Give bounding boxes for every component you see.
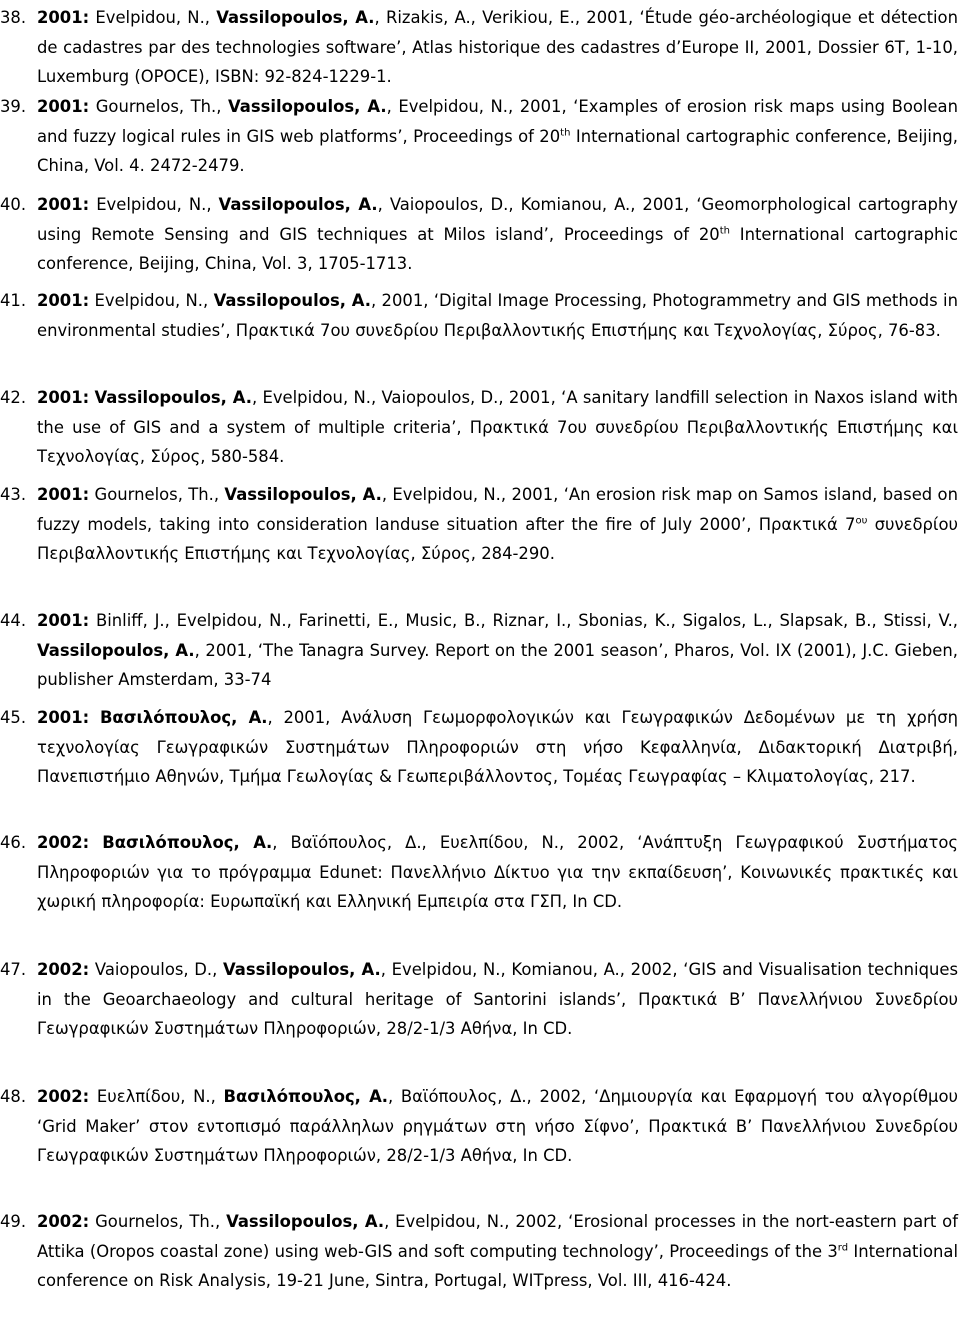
reference-authors-continued: , Vaiopoulos, D., Komianou, A. (377, 195, 631, 214)
reference-number: 46. (0, 833, 27, 852)
reference-number: 43. (0, 485, 27, 504)
reference-year: 2002: (37, 833, 90, 852)
reference-number: 38. (0, 8, 27, 27)
reference-authors-continued: , Evelpidou, N., Vaiopoulos, D. (251, 388, 499, 407)
reference-text (37, 606, 958, 695)
reference-text (37, 92, 958, 181)
highlighted-author: Vassilopoulos, A. (37, 640, 195, 660)
reference-year: 2002: (37, 1087, 90, 1106)
reference-authors: Gournelos, Th., (95, 97, 228, 116)
reference-number: 49. (0, 1212, 27, 1231)
reference-38 (0, 3, 958, 92)
reference-authors-continued: , Evelpidou, N. (384, 1212, 505, 1231)
reference-number: 47. (0, 960, 27, 979)
reference-number: 44. (0, 611, 27, 630)
reference-year: 2001: (37, 8, 90, 27)
highlighted-author: Vassilopoulos, A. (223, 960, 381, 979)
reference-year: 2001: (37, 97, 90, 116)
reference-authors-continued: , Βαϊόπουλος, Δ. (387, 1087, 527, 1106)
reference-citation: , 2002, ‘Erosional processes in the nort-eastern part of Attika (Oropos coastal zone) using web-GIS and soft computing technology’, Proceedings of the 3 (37, 1212, 958, 1261)
reference-text (37, 190, 958, 279)
reference-text (37, 480, 958, 569)
reference-authors: Evelpidou, N., (96, 195, 219, 214)
reference-citation: , 2002, ‘Δημιουργία και Εφαρμογή του αλγορίθμου ‘Grid Maker’ στον εντοπισμό παράλληλων ρηγμάτων στη νήσο Σίφνο’, Πρακτικά Β’ Πανελλήνιου Συνεδρίου Γεωγραφικών Συστημάτων Πληροφοριών, 28/2-1/3 Αθήνα, In CD. (37, 1087, 958, 1165)
superscript: th (719, 225, 730, 237)
reference-number: 42. (0, 388, 27, 407)
reference-citation: , 2001, ‘Geomorphological cartography using Remote Sensing and GIS techniques at Milos island’, Proceedings of 20 (37, 195, 958, 244)
highlighted-author: Βασιλόπουλος, Α. (99, 708, 268, 727)
reference-text (37, 955, 958, 1044)
reference-49 (0, 1207, 958, 1296)
highlighted-author: Βασιλόπουλος, Α. (102, 833, 273, 852)
reference-number: 45. (0, 708, 27, 727)
reference-authors-continued: , Rizakis, A., Verikiou, E. (374, 8, 575, 27)
superscript: rd (837, 1242, 849, 1254)
reference-number: 41. (0, 291, 27, 310)
reference-44 (0, 606, 958, 695)
reference-year: 2002: (37, 960, 90, 979)
reference-48 (0, 1082, 958, 1171)
reference-citation-continued: International cartographic conference, Beijing, China, Vol. 3, 1705-1713. (37, 224, 959, 273)
reference-number: 40. (0, 195, 27, 214)
reference-citation: , 2001, ‘An erosion risk map on Samos island, based on fuzzy models, taking into consideration landuse situation after the fire of July 2000’, Πρακτικά 7 (37, 485, 958, 534)
highlighted-author: Βασιλόπουλος, Α. (223, 1087, 388, 1106)
superscript: th (560, 127, 571, 139)
reference-40 (0, 190, 958, 279)
reference-authors-continued: , Βαϊόπουλος, Δ., Ευελπίδου, Ν. (272, 833, 559, 852)
highlighted-author: Vassilopoulos, A. (226, 1212, 385, 1231)
reference-citation: , 2001, ‘The Tanagra Survey. Report on the 2001 season’, Pharos, Vol. IX (2001), J.C. Gieben, publisher Amsterdam, 33-74 (37, 640, 958, 689)
reference-citation: , 2002, ‘Ανάπτυξη Γεωγραφικού Συστήματος Πληροφοριών για το πρόγραμμα Edunet: Πανελλήνιο Δίκτυο για την εκπαίδευση’, Κοινωνικές πρακτικές και χωρική πληροφορία: Ευρωπαϊκή και Ελληνική Εμπειρία στα ΓΣΠ, In CD. (37, 833, 958, 911)
reference-39 (0, 92, 958, 181)
reference-authors: Ευελπίδου, Ν., (96, 1087, 224, 1106)
highlighted-author: Vassilopoulos, A. (218, 195, 378, 214)
highlighted-author: Vassilopoulos, A. (94, 388, 252, 407)
highlighted-author: Vassilopoulos, A. (216, 8, 375, 27)
reference-citation: , 2001, Ανάλυση Γεωμορφολογικών και Γεωγραφικών Δεδομένων με τη χρήση τεχνολογίας Γεωγραφικών Συστημάτων Πληροφοριών στη νήσο Κεφαλληνία, Διδακτορική Διατριβή, Πανεπιστήμιο Αθηνών, Τμήμα Γεωλογίας & Γεωπεριβάλλοντος, Τομέας Γεωγραφίας – Κλιματολογίας, 217. (37, 708, 958, 786)
reference-text (37, 1082, 958, 1171)
reference-number: 39. (0, 97, 27, 116)
highlighted-author: Vassilopoulos, A. (213, 291, 372, 310)
reference-year: 2001: (37, 291, 90, 310)
reference-45 (0, 703, 958, 792)
reference-42 (0, 383, 958, 472)
reference-authors: Gournelos, Th., (95, 1212, 227, 1231)
reference-47 (0, 955, 958, 1044)
reference-text (37, 3, 958, 92)
reference-text (37, 383, 958, 472)
reference-citation-continued: International cartographic conference, Beijing, China, Vol. 4. 2472-2479. (37, 126, 958, 175)
reference-citation: , 2002, ‘GIS and Visualisation techniques in the Geoarchaeology and cultural heritage of Santorini islands’, Πρακτικά Β’ Πανελλήνιου Συνεδρίου Γεωγραφικών Συστημάτων Πληροφοριών, 28/2-1/3 Αθήνα, In CD. (37, 960, 958, 1038)
reference-authors-continued: , Evelpidou, N. (386, 97, 509, 116)
reference-year: 2001: (37, 195, 90, 214)
reference-authors: Vaiopoulos, D., (94, 960, 223, 979)
reference-text (37, 828, 958, 917)
reference-citation: , 2001, ‘A sanitary landfill selection in Naxos island with the use of GIS and a system of multiple criteria’, Πρακτικά 7ου συνεδρίου Περιβαλλοντικής Επιστήμης και Τεχνολογίας, Σύρος, 580-584. (37, 388, 958, 466)
highlighted-author: Vassilopoulos, A. (227, 97, 387, 116)
reference-text (37, 703, 958, 792)
reference-text (37, 286, 958, 345)
reference-authors-continued: , Evelpidou, N., Komianou, A. (380, 960, 620, 979)
reference-text (37, 1207, 958, 1296)
reference-year: 2002: (37, 1212, 90, 1231)
reference-year: 2001: (37, 708, 90, 727)
reference-year: 2001: (37, 611, 90, 630)
reference-authors-continued: , Evelpidou, N. (381, 485, 501, 504)
reference-citation: , 2001, ‘Digital Image Processing, Photogrammetry and GIS methods in environmental studies’, Πρακτικά 7ου συνεδρίου Περιβαλλοντικής Επιστήμης και Τεχνολογίας, Σύρος, 76-83. (37, 291, 958, 340)
highlighted-author: Vassilopoulos, A. (224, 485, 382, 504)
reference-year: 2001: (37, 388, 90, 407)
reference-year: 2001: (37, 485, 90, 504)
reference-citation-continued: International conference on Risk Analysis, 19-21 June, Sintra, Portugal, WITpress, Vol. III, 416-424. (37, 1241, 958, 1290)
reference-46 (0, 828, 958, 917)
reference-citation: , 2001, ‘Étude géo-archéologique et détection de cadastres par des technologies software’, Atlas historique des cadastres d’Europe II, 2001, Dossier 6T, 1-10, Luxemburg (OPOCE), ISBN: 92-824-1229-1. (37, 8, 958, 86)
reference-43 (0, 480, 958, 569)
reference-citation: , 2001, ‘Examples of erosion risk maps using Boolean and fuzzy logical rules in GIS web platforms’, Proceedings of 20 (37, 97, 958, 146)
superscript: ου (855, 515, 868, 527)
reference-authors: Binliff, J., Evelpidou, N., Farinetti, E., Music, B., Riznar, I., Sbonias, K., Sigalos, L., Slapsak, B., Stissi, V., (96, 611, 959, 630)
reference-authors: Evelpidou, N., (94, 291, 214, 310)
reference-number: 48. (0, 1087, 27, 1106)
reference-authors: Evelpidou, N., (95, 8, 217, 27)
reference-authors: Gournelos, Th., (94, 485, 225, 504)
reference-41 (0, 286, 958, 345)
reference-citation-continued: συνεδρίου Περιβαλλοντικής Επιστήμης και Τεχνολογίας, Σύρος, 284-290. (37, 514, 958, 563)
